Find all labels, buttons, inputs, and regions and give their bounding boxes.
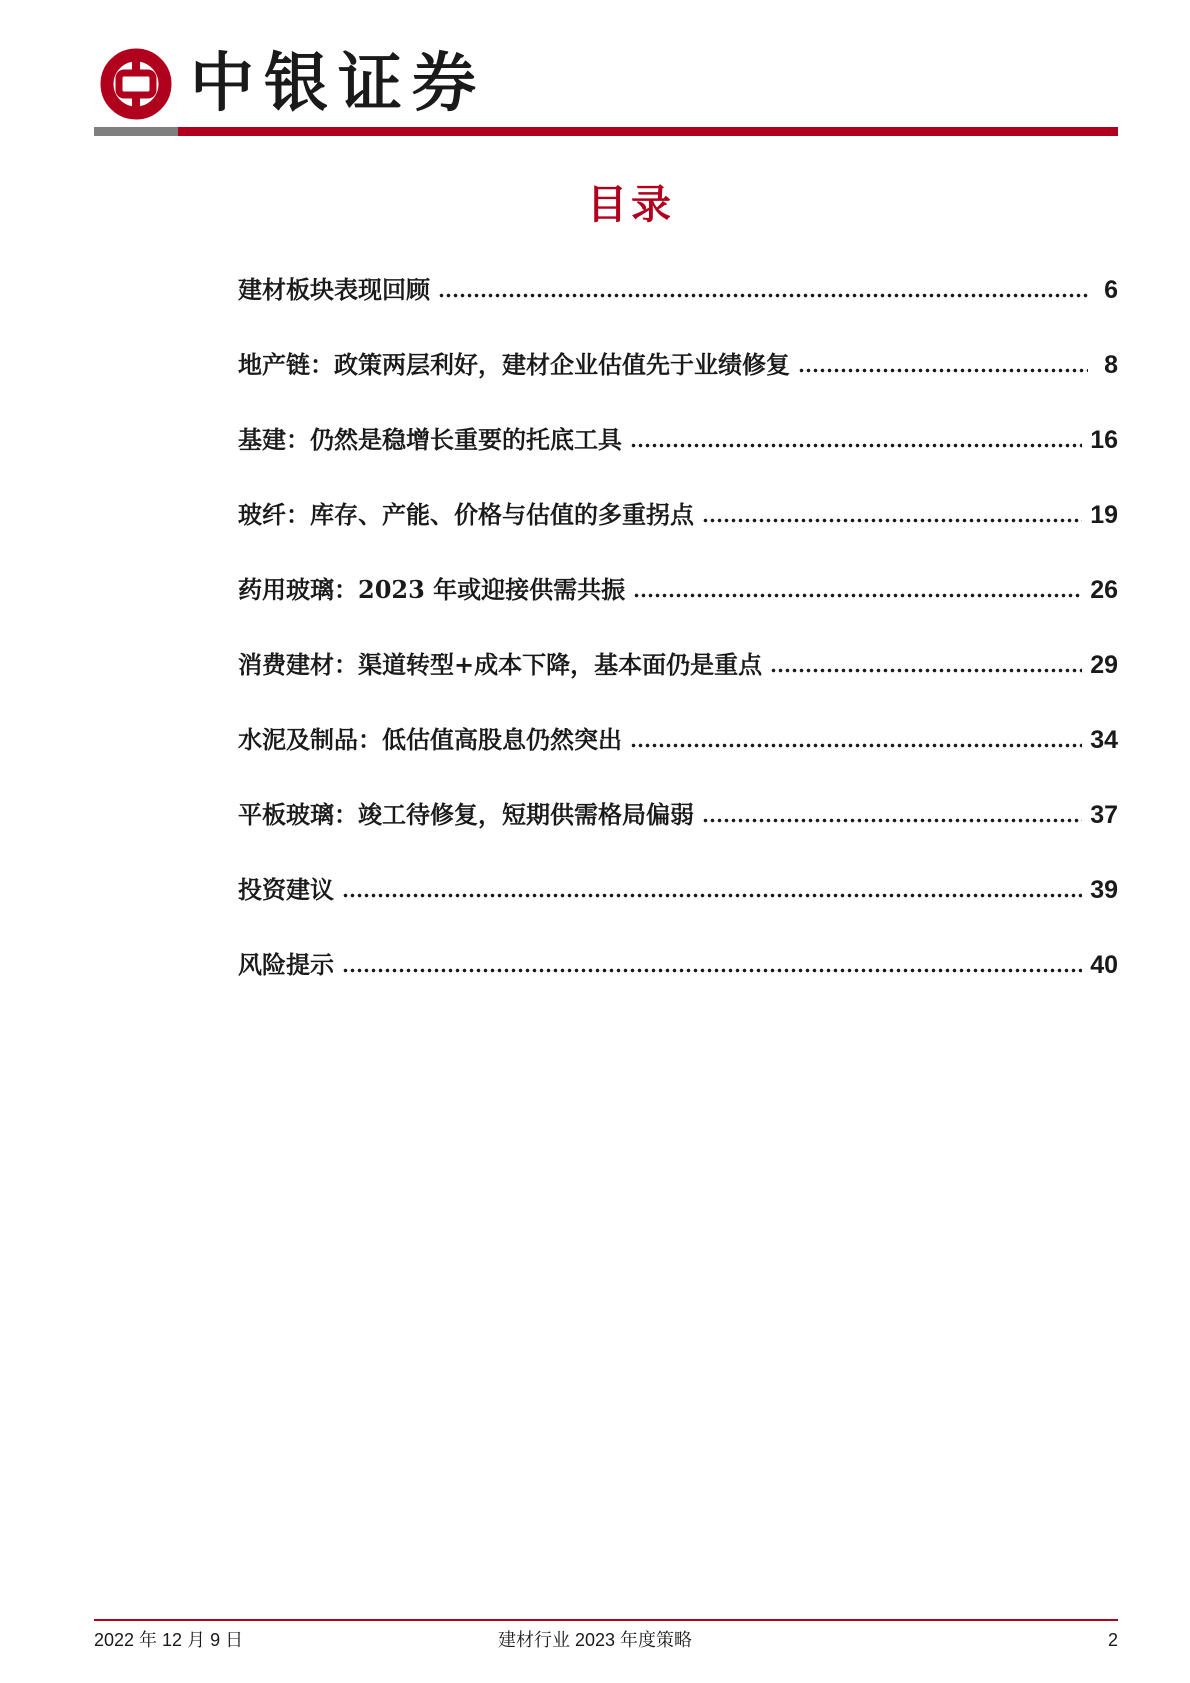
toc-entry-title: 投资建议 (238, 875, 334, 904)
toc-entry[interactable] (238, 420, 1118, 456)
bank-of-china-logo-icon (100, 48, 172, 120)
toc-dot-leader (630, 741, 1082, 749)
brand-name: 中银证券 (190, 46, 486, 121)
header-rule-gray (94, 127, 178, 136)
toc-entry[interactable] (238, 720, 1118, 756)
toc-entry-page: 29 (1090, 651, 1118, 679)
toc-entry[interactable] (238, 645, 1118, 681)
toc-entry[interactable] (238, 345, 1118, 381)
toc-entry-page: 8 (1104, 351, 1118, 379)
toc-entry[interactable] (238, 795, 1118, 831)
toc-dot-leader (633, 591, 1082, 599)
toc-entry-title: 风险提示 (238, 950, 334, 979)
toc-entry-title: 玻纤：库存、产能、价格与估值的多重拐点 (238, 500, 694, 529)
toc-entry-title: 平板玻璃：竣工待修复，短期供需格局偏弱 (238, 800, 694, 829)
toc-entry[interactable] (238, 945, 1118, 981)
toc-entry[interactable] (238, 495, 1118, 531)
header-rule-red (178, 127, 1118, 136)
toc-entry-page: 34 (1090, 726, 1118, 754)
toc-entry-page: 16 (1090, 426, 1118, 454)
toc-entry-title: 药用玻璃：2023 年或迎接供需共振 (238, 575, 626, 604)
toc-entry-title: 建材板块表现回顾 (238, 275, 430, 304)
toc-dot-leader (702, 816, 1082, 824)
footer-page-number: 2 (1107, 1630, 1118, 1650)
toc-entry-title: 地产链：政策两层利好，建材企业估值先于业绩修复 (238, 350, 790, 379)
toc-title: 目录 (587, 181, 675, 228)
toc-entry-page: 39 (1090, 876, 1118, 904)
toc-entry-page: 19 (1090, 501, 1118, 529)
footer-rule (94, 1619, 1118, 1621)
toc-entry-page: 26 (1090, 576, 1118, 604)
toc-entry[interactable] (238, 570, 1118, 606)
toc-entry-page: 6 (1104, 276, 1118, 304)
toc-dot-leader (342, 966, 1082, 974)
toc-entry[interactable] (238, 270, 1118, 306)
page-header (0, 0, 1190, 140)
footer-date: 2022 年 12 月 9 日 (94, 1630, 244, 1650)
toc-entry-title: 消费建材：渠道转型+成本下降，基本面仍是重点 (238, 650, 763, 679)
footer-report-title: 建材行业 2023 年度策略 (497, 1630, 693, 1650)
toc-entry[interactable] (238, 870, 1118, 906)
toc-dot-leader (798, 366, 1088, 374)
toc-dot-leader (770, 666, 1082, 674)
toc-dot-leader (342, 891, 1082, 899)
toc-entry-page: 37 (1090, 801, 1118, 829)
toc-entry-title: 水泥及制品：低估值高股息仍然突出 (238, 725, 622, 754)
toc-entry-page: 40 (1090, 951, 1118, 979)
toc-dot-leader (630, 441, 1082, 449)
toc-entry-title: 基建：仍然是稳增长重要的托底工具 (238, 425, 622, 454)
toc-dot-leader (702, 516, 1082, 524)
toc-dot-leader (438, 291, 1088, 299)
